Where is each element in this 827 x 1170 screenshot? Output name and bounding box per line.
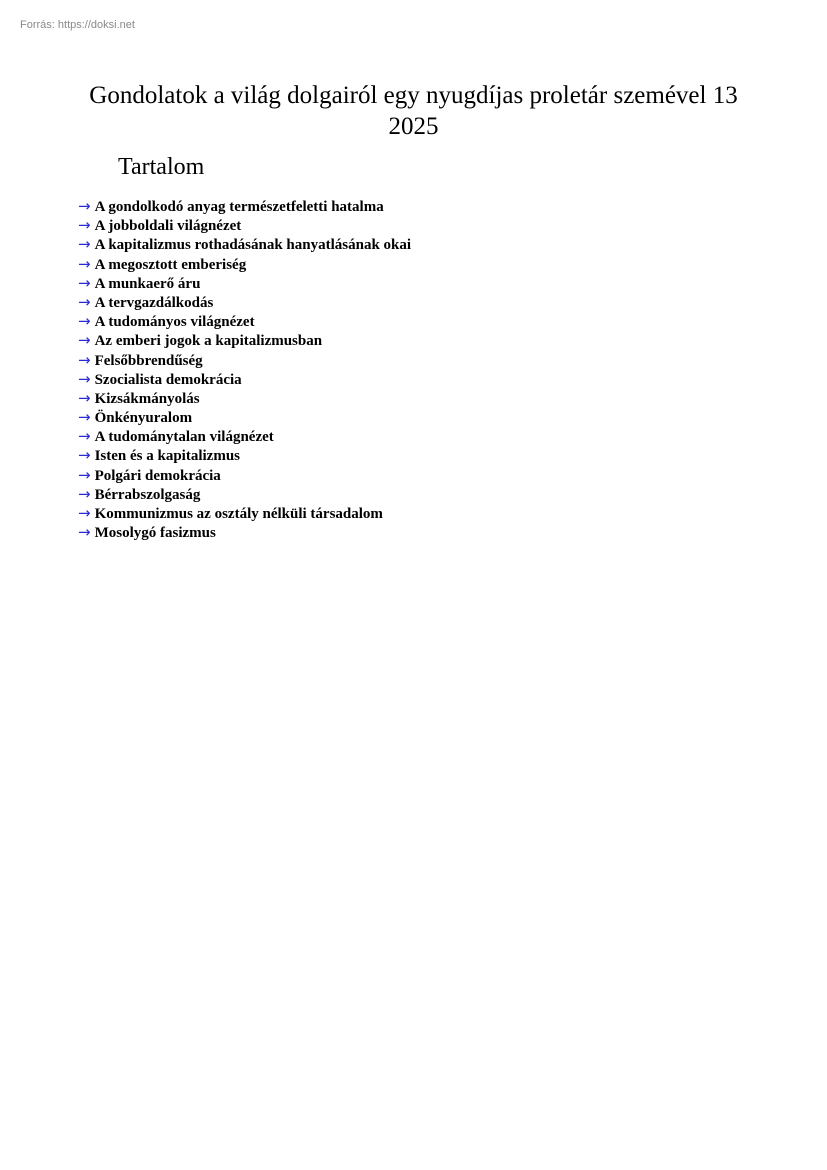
table-of-contents [78, 197, 411, 542]
toc-link-item[interactable] [78, 293, 411, 312]
toc-link-label[interactable]: A megosztott emberiség [94, 256, 247, 273]
toc-link-label[interactable]: Önkényuralom [94, 410, 193, 427]
toc-link-item[interactable] [78, 466, 411, 485]
toc-link-label[interactable]: Kommunizmus az osztály nélküli társadalom [94, 506, 383, 522]
toc-link-item[interactable] [78, 389, 411, 408]
arrow-right-icon: → [78, 273, 91, 292]
arrow-right-icon: → [78, 388, 91, 407]
toc-link-label[interactable]: A tervgazdálkodás [94, 294, 214, 311]
toc-link-item[interactable] [78, 274, 411, 293]
toc-link-label[interactable]: Kizsákmányolás [94, 390, 200, 407]
arrow-right-icon: → [78, 465, 91, 484]
arrow-right-icon: → [78, 312, 91, 331]
document-title-line-1: Gondolatok a világ dolgairól egy nyugdíjas proletár szemével 13 [89, 82, 738, 109]
arrow-right-icon: → [78, 427, 91, 446]
arrow-right-icon: → [78, 350, 91, 369]
arrow-right-icon: → [78, 523, 91, 542]
toc-link-item[interactable] [78, 197, 411, 216]
toc-link-item[interactable] [78, 312, 411, 331]
toc-link-item[interactable] [78, 427, 411, 446]
toc-link-item[interactable] [78, 331, 411, 350]
toc-link-label[interactable]: A tudományos világnézet [94, 314, 255, 331]
arrow-right-icon: → [78, 331, 91, 350]
toc-link-label[interactable]: A gondolkodó anyag természetfeletti hatalma [94, 199, 384, 215]
toc-link-label[interactable]: Bérrabszolgaság [94, 486, 201, 503]
document-title-line-2: 2025 [388, 113, 439, 140]
toc-link-label[interactable]: A jobboldali világnézet [94, 218, 242, 235]
document-title [60, 80, 767, 142]
toc-link-label[interactable]: Mosolygó fasizmus [94, 525, 216, 542]
arrow-right-icon: → [78, 292, 91, 311]
source-label: Forrás: https://doksi.net [20, 19, 135, 31]
toc-link-item[interactable] [78, 351, 411, 370]
toc-link-item[interactable] [78, 504, 411, 523]
toc-link-item[interactable] [78, 408, 411, 427]
arrow-right-icon: → [78, 484, 91, 503]
arrow-right-icon: → [78, 504, 91, 522]
toc-link-item[interactable] [78, 446, 411, 465]
toc-link-label[interactable]: Polgári demokrácia [94, 467, 221, 484]
toc-link-label[interactable]: A munkaerő áru [94, 275, 201, 292]
arrow-right-icon: → [78, 235, 91, 254]
toc-link-item[interactable] [78, 485, 411, 504]
arrow-right-icon: → [78, 369, 91, 388]
toc-heading: Tartalom [118, 154, 205, 180]
arrow-right-icon: → [78, 197, 91, 215]
arrow-right-icon: → [78, 408, 91, 427]
toc-link-label[interactable]: Az emberi jogok a kapitalizmusban [94, 333, 323, 350]
toc-link-item[interactable] [78, 523, 411, 542]
toc-link-item[interactable] [78, 370, 411, 389]
arrow-right-icon: → [78, 446, 91, 465]
arrow-right-icon: → [78, 254, 91, 273]
toc-link-label[interactable]: Isten és a kapitalizmus [94, 448, 241, 465]
toc-link-label[interactable]: Felsőbbrendűség [94, 352, 203, 369]
toc-link-item[interactable] [78, 235, 411, 254]
arrow-right-icon: → [78, 216, 91, 235]
toc-link-label[interactable]: A kapitalizmus rothadásának hanyatlásának okai [94, 237, 412, 254]
toc-link-item[interactable] [78, 255, 411, 274]
toc-link-label[interactable]: A tudománytalan világnézet [94, 429, 274, 446]
toc-link-item[interactable] [78, 216, 411, 235]
toc-link-label[interactable]: Szocialista demokrácia [94, 371, 242, 388]
